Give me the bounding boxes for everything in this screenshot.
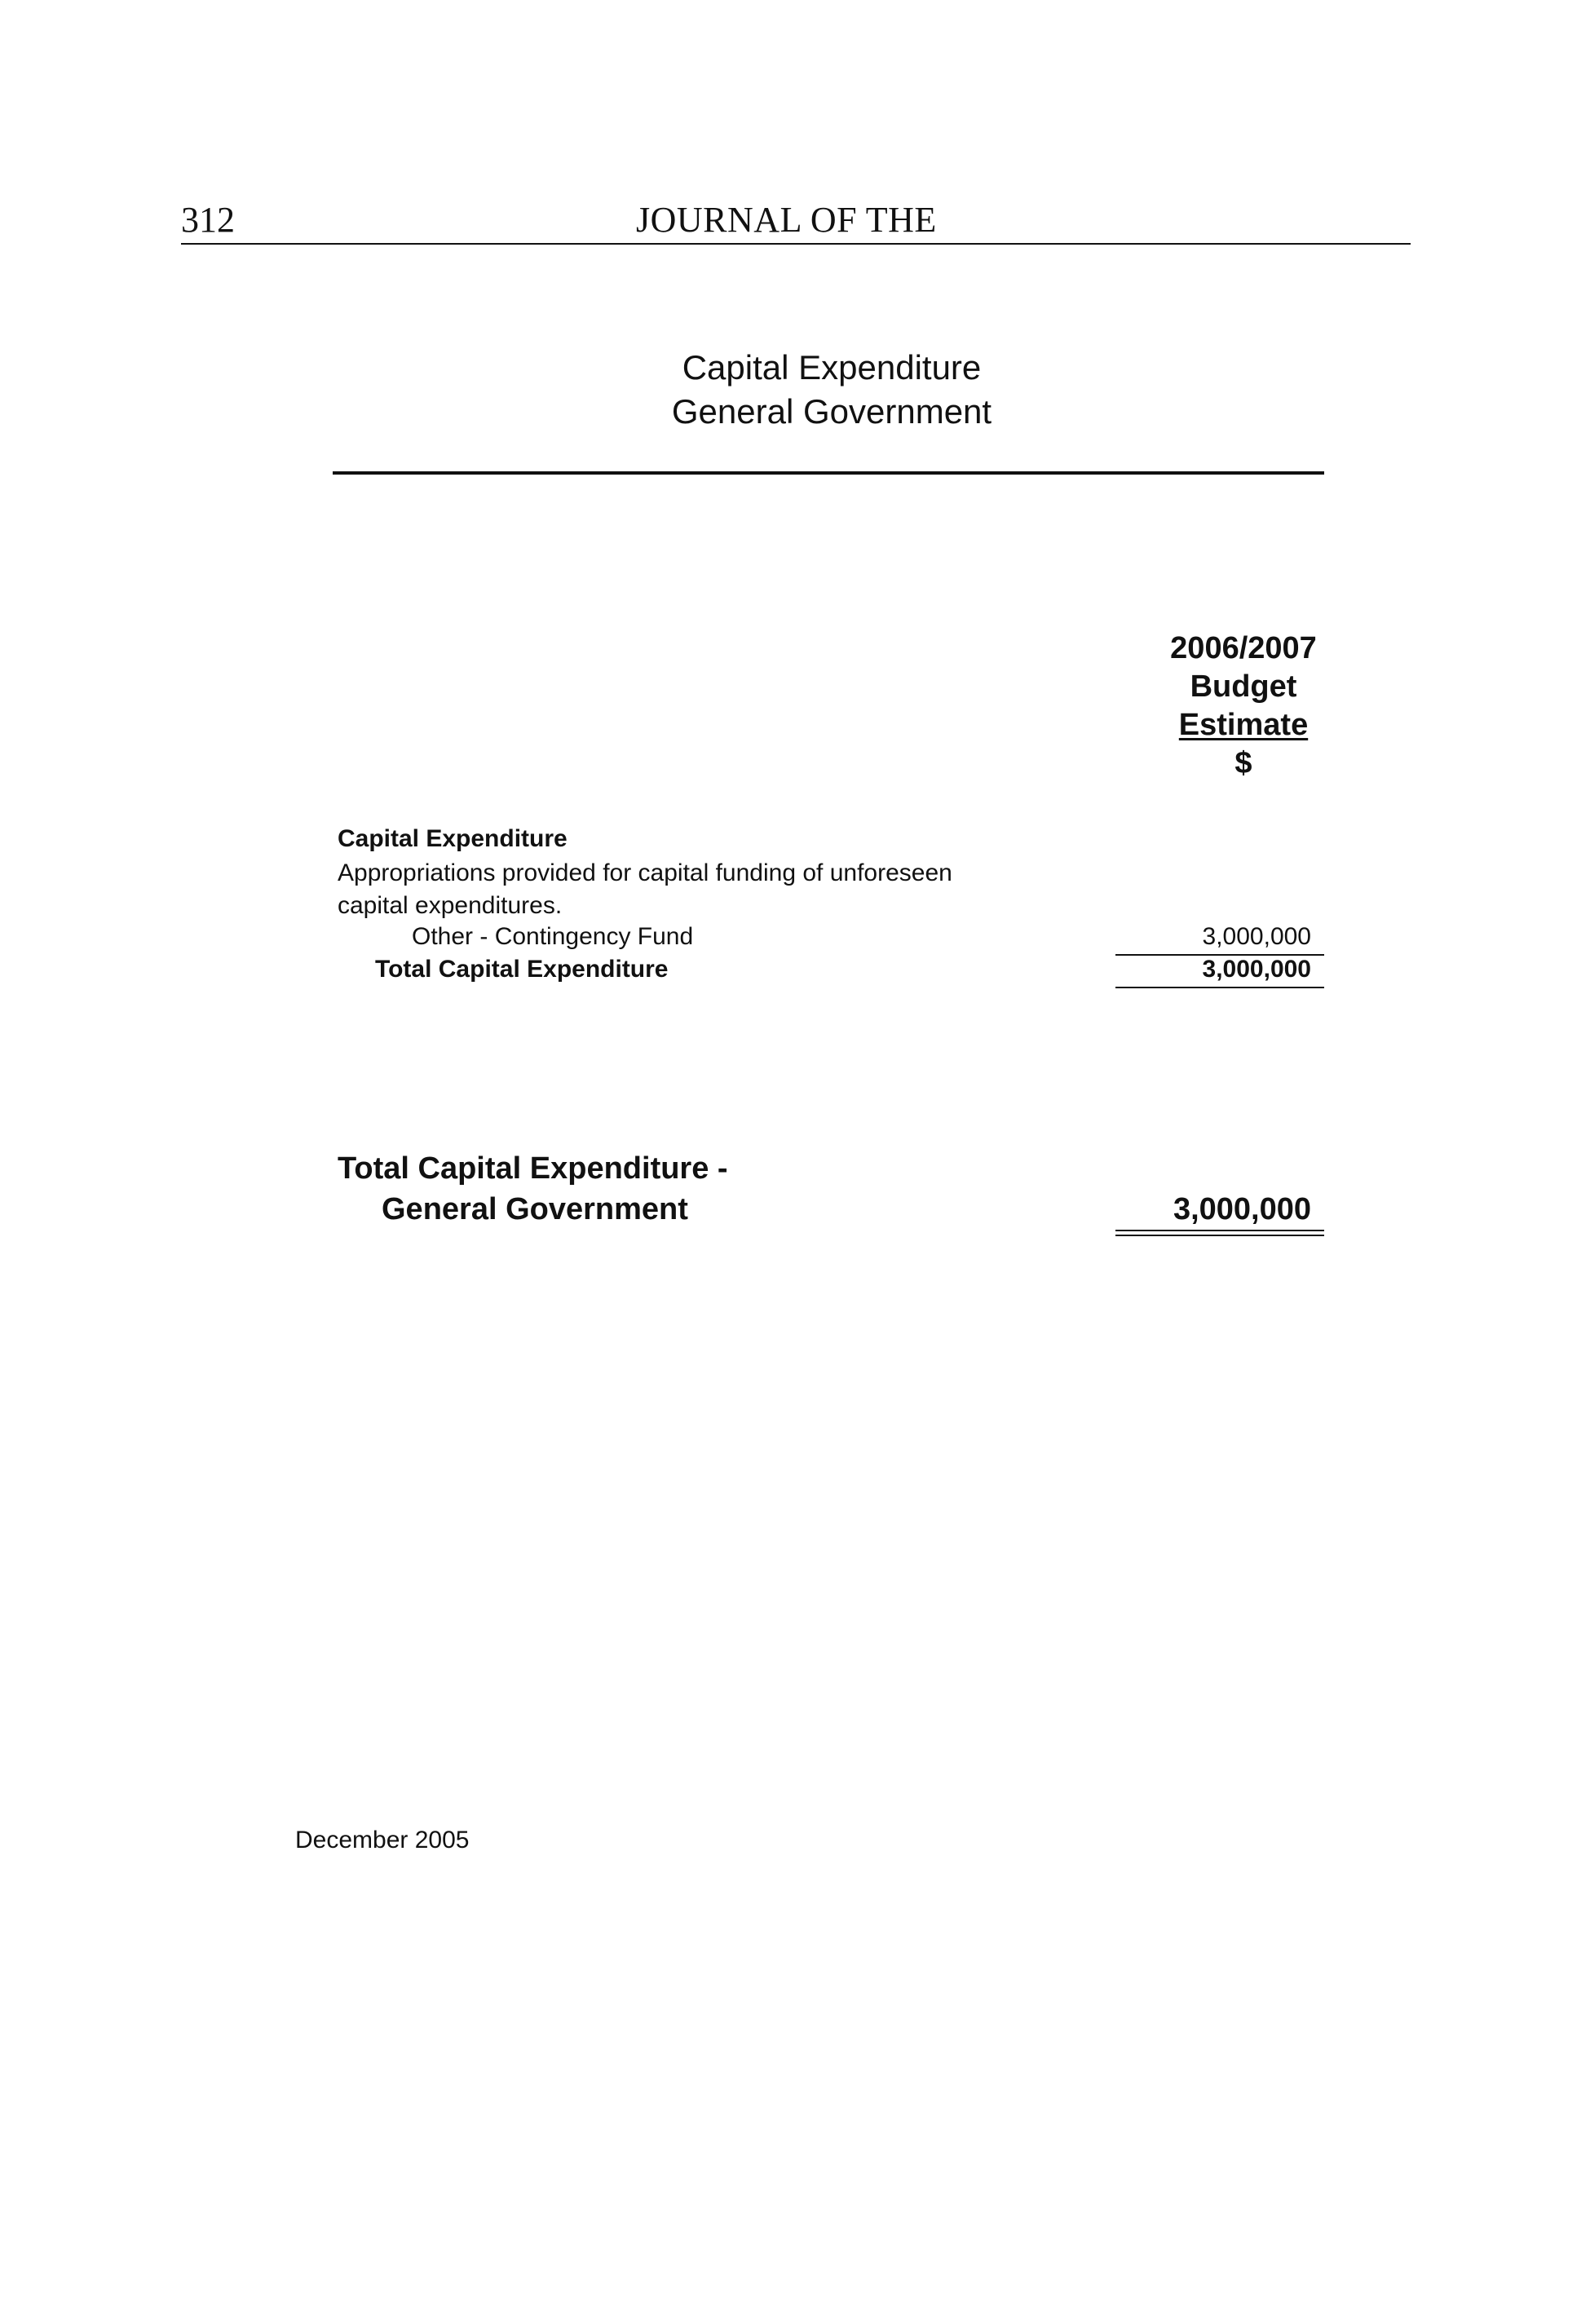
column-currency: $ (1234, 746, 1252, 780)
grand-total-value: 3,000,000 (1173, 1192, 1311, 1226)
grand-total-label-line2: General Government (382, 1192, 688, 1226)
section-heading: Capital Expenditure (338, 825, 568, 852)
header-rule (181, 243, 1411, 245)
budget-column-header (1117, 630, 1370, 783)
title-rule (333, 471, 1324, 475)
total-rule (1115, 987, 1324, 988)
section-title-line1: Capital Expenditure (682, 348, 982, 387)
grand-total-label-line1: Total Capital Expenditure - (338, 1151, 728, 1186)
footer-date: December 2005 (295, 1827, 470, 1853)
line-item-label: Other - Contingency Fund (412, 923, 694, 950)
section-description (338, 857, 1071, 922)
journal-title: JOURNAL OF THE (636, 200, 937, 240)
total-value: 3,000,000 (1202, 956, 1311, 983)
line-item-value: 3,000,000 (1202, 923, 1311, 950)
description-line1: Appropriations provided for capital funding of unforeseen (338, 859, 952, 886)
grand-total-double-rule-bottom (1115, 1235, 1324, 1236)
section-title (571, 346, 1093, 434)
total-label: Total Capital Expenditure (375, 956, 669, 983)
description-line2: capital expenditures. (338, 892, 563, 919)
section-title-line2: General Government (671, 392, 992, 431)
column-budget: Budget (1190, 669, 1297, 704)
column-year: 2006/2007 (1170, 631, 1317, 665)
column-estimate: Estimate (1178, 708, 1309, 742)
page-number: 312 (181, 200, 235, 240)
grand-total-double-rule-top (1115, 1230, 1324, 1231)
